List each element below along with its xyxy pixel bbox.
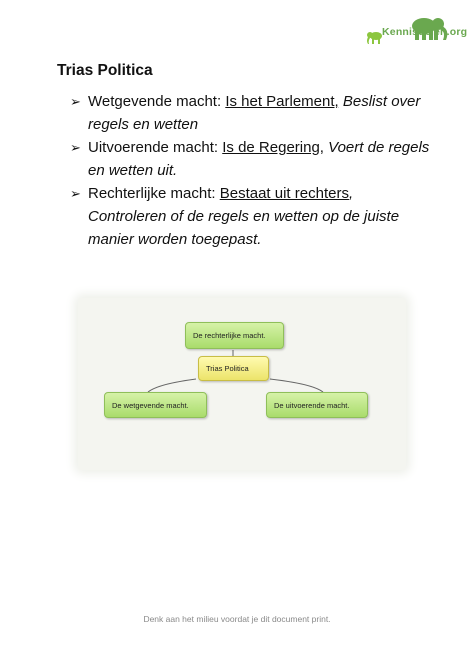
footer-note: Denk aan het milieu voordat je dit document print. [143,614,331,624]
trias-politica-diagram [78,298,406,470]
arrow-bullet-icon: ➢ [70,186,81,201]
bullet-underlined: Bestaat uit rechters [219,185,349,202]
bullet-italic: Beslist over regels en wetten [88,93,421,133]
arrow-bullet-icon: ➢ [70,94,81,109]
bullet-underlined: Is de Regering, [222,139,324,156]
bullet-lead: Wetgevende macht: [88,93,226,110]
node-uitvoerende: De uitvoerende macht. [266,392,368,418]
bullet-lead: Uitvoerende macht: [88,139,223,156]
node-wetgevende: De wetgevende macht. [104,392,207,418]
connector-right [270,379,323,392]
arrow-bullet-icon: ➢ [70,140,81,155]
logo-text: Kennisdelen.org [382,26,468,38]
bullet-item-uitvoerende [70,136,430,182]
bullet-item-rechterlijke [70,182,430,251]
bullet-lead: Rechterlijke macht: [88,185,220,202]
connector-left [148,379,196,392]
bullet-italic: , Controleren of de regels en wetten op de juiste manier worden toegepast. [88,185,400,248]
bullet-item-wetgevende [70,90,430,136]
node-trias-politica: Trias Politica [198,356,269,381]
node-rechterlijke: De rechterlijke macht. [185,322,284,349]
bullet-list [70,90,430,251]
bullet-italic: Voert de regels en wetten uit. [88,139,430,179]
bullet-underlined: Is het Parlement, [225,93,339,110]
page-title: Trias Politica [57,62,153,79]
